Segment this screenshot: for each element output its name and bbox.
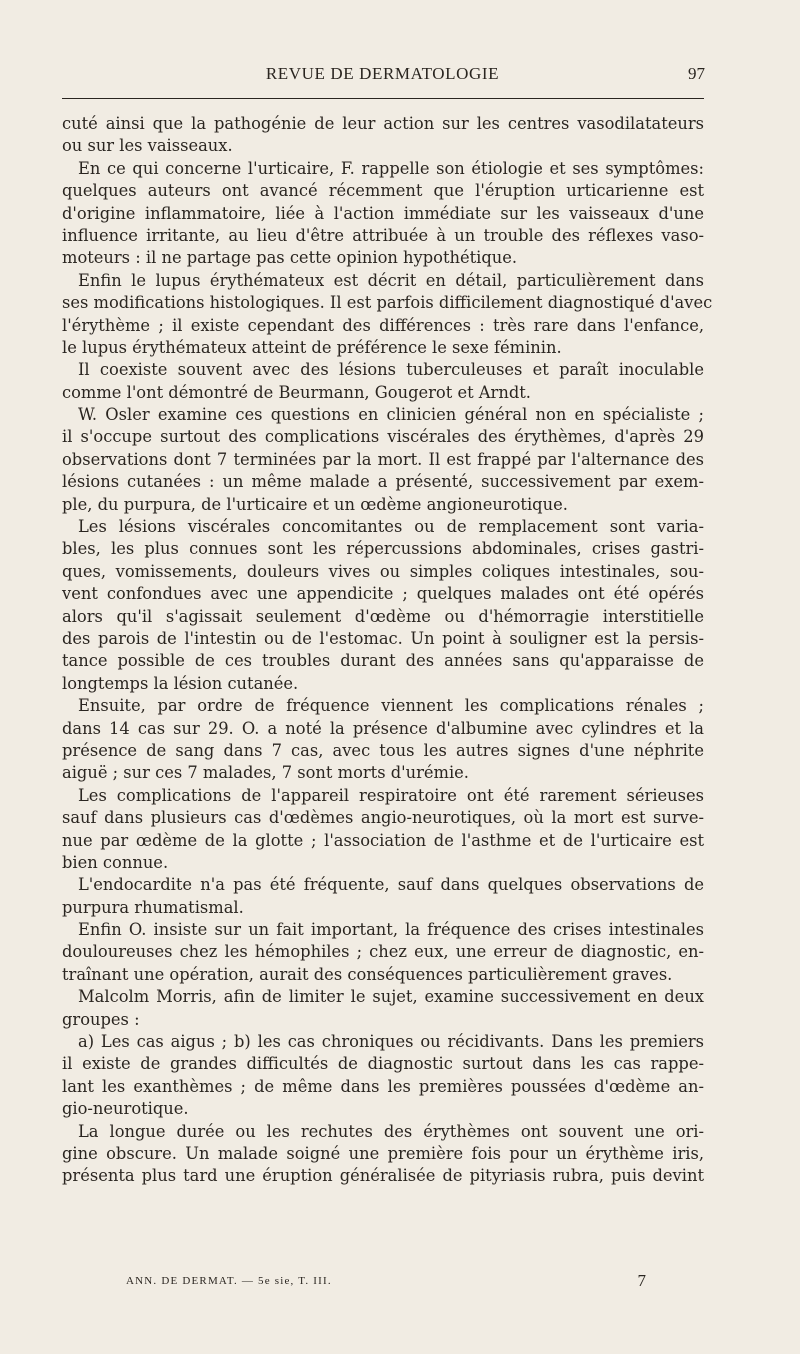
running-title: REVUE DE DERMATOLOGIE bbox=[265, 64, 500, 83]
text-line: groupes : bbox=[62, 1009, 140, 1029]
text-line: L'endocardite n'a pas été fréquente, sauf dans quelques observations de bbox=[78, 875, 704, 895]
body-text bbox=[62, 113, 713, 1188]
text-line: le lupus érythémateux atteint de préférence le sexe féminin. bbox=[62, 337, 562, 357]
text-line: quelques auteurs ont avancé récemment que l'éruption urticarienne est bbox=[62, 181, 704, 201]
text-line: ple, du purpura, de l'urticaire et un œdème angioneurotique. bbox=[62, 494, 568, 514]
signature-mark: ANN. DE DERMAT. — 5e sie, T. III. bbox=[126, 1275, 332, 1287]
text-line: bien connue. bbox=[62, 852, 169, 872]
page-footer bbox=[126, 1271, 646, 1295]
text-line: Les complications de l'appareil respiratoire ont été rarement sérieuses bbox=[78, 785, 704, 805]
text-line: Les lésions viscérales concomitantes ou de remplacement sont varia- bbox=[78, 517, 704, 537]
text-line: il s'occupe surtout des complications viscérales des érythèmes, d'après 29 bbox=[62, 427, 704, 447]
text-line: sauf dans plusieurs cas d'œdèmes angio-neurotiques, où la mort est surve- bbox=[62, 808, 704, 828]
text-line: ou sur les vaisseaux. bbox=[62, 136, 233, 156]
text-line: Ensuite, par ordre de fréquence viennent les complications rénales ; bbox=[78, 696, 704, 716]
text-line: gio-neurotique. bbox=[62, 1099, 189, 1119]
text-line: moteurs : il ne partage pas cette opinion hypothétique. bbox=[62, 248, 518, 268]
text-line: lant les exanthèmes ; de même dans les premières poussées d'œdème an- bbox=[62, 1076, 704, 1096]
header-rule bbox=[62, 98, 704, 99]
text-line: purpura rhumatismal. bbox=[62, 897, 244, 917]
text-line: La longue durée ou les rechutes des érythèmes ont souvent une ori- bbox=[78, 1121, 704, 1141]
text-line: W. Osler examine ces questions en clinicien général non en spécialiste ; bbox=[78, 405, 704, 425]
text-line: longtemps la lésion cutanée. bbox=[62, 673, 299, 693]
text-line: d'origine inflammatoire, liée à l'action immédiate sur les vaisseaux d'une bbox=[62, 203, 704, 223]
text-line: cuté ainsi que la pathogénie de leur action sur les centres vasodilatateurs bbox=[62, 114, 704, 133]
text-line: a) Les cas aigus ; b) les cas chroniques ou récidivants. Dans les premiers bbox=[78, 1032, 704, 1052]
page-number: 97 bbox=[688, 64, 705, 83]
page-header bbox=[60, 64, 705, 88]
signature-number: 7 bbox=[637, 1271, 646, 1290]
text-line: Enfin le lupus érythémateux est décrit en détail, particulièrement dans bbox=[78, 270, 704, 290]
text-line: tance possible de ces troubles durant des années sans qu'apparaisse de bbox=[62, 651, 704, 671]
text-line: nue par œdème de la glotte ; l'association de l'asthme et de l'urticaire est bbox=[62, 830, 704, 850]
text-line: dans 14 cas sur 29. O. a noté la présence d'albumine avec cylindres et la bbox=[62, 718, 704, 738]
text-line: Malcolm Morris, afin de limiter le sujet, examine successivement en deux bbox=[78, 987, 704, 1007]
text-line: influence irritante, au lieu d'être attribuée à un trouble des réflexes vaso- bbox=[62, 225, 704, 245]
text-line: gine obscure. Un malade soigné une première fois pour un érythème iris, bbox=[62, 1143, 704, 1163]
text-line: il existe de grandes difficultés de diagnostic surtout dans les cas rappe- bbox=[62, 1054, 704, 1074]
text-line: lésions cutanées : un même malade a présenté, successivement par exem- bbox=[62, 472, 704, 492]
text-line: traînant une opération, aurait des conséquences particulièrement graves. bbox=[62, 964, 673, 984]
text-line: présence de sang dans 7 cas, avec tous les autres signes d'une néphrite bbox=[62, 740, 704, 760]
text-line: alors qu'il s'agissait seulement d'œdème ou d'hémorragie interstitielle bbox=[62, 606, 704, 626]
text-line: l'érythème ; il existe cependant des différences : très rare dans l'enfance, bbox=[62, 315, 704, 335]
text-line: des parois de l'intestin ou de l'estomac. Un point à souligner est la persis- bbox=[62, 628, 704, 648]
text-line: ses modifications histologiques. Il est parfois difficilement diagnostiqué d'avec bbox=[62, 293, 713, 313]
text-line: bles, les plus connues sont les répercussions abdominales, crises gastri- bbox=[62, 539, 704, 559]
text-line: comme l'ont démontré de Beurmann, Gougerot et Arndt. bbox=[62, 382, 531, 402]
text-line: aiguë ; sur ces 7 malades, 7 sont morts d'urémie. bbox=[62, 763, 469, 783]
text-line: douloureuses chez les hémophiles ; chez eux, une erreur de diagnostic, en- bbox=[62, 942, 704, 962]
text-line: présenta plus tard une éruption généralisée de pityriasis rubra, puis devint bbox=[62, 1166, 704, 1186]
text-line: Enfin O. insiste sur un fait important, la fréquence des crises intestinales bbox=[78, 920, 704, 940]
text-line: observations dont 7 terminées par la mort. Il est frappé par l'alternance des bbox=[62, 449, 704, 469]
text-line: ques, vomissements, douleurs vives ou simples coliques intestinales, sou- bbox=[62, 561, 704, 581]
text-line: Il coexiste souvent avec des lésions tuberculeuses et paraît inoculable bbox=[78, 360, 704, 380]
text-line: vent confondues avec une appendicite ; quelques malades ont été opérés bbox=[62, 584, 704, 604]
text-line: En ce qui concerne l'urticaire, F. rappelle son étiologie et ses symptômes: bbox=[78, 158, 704, 178]
